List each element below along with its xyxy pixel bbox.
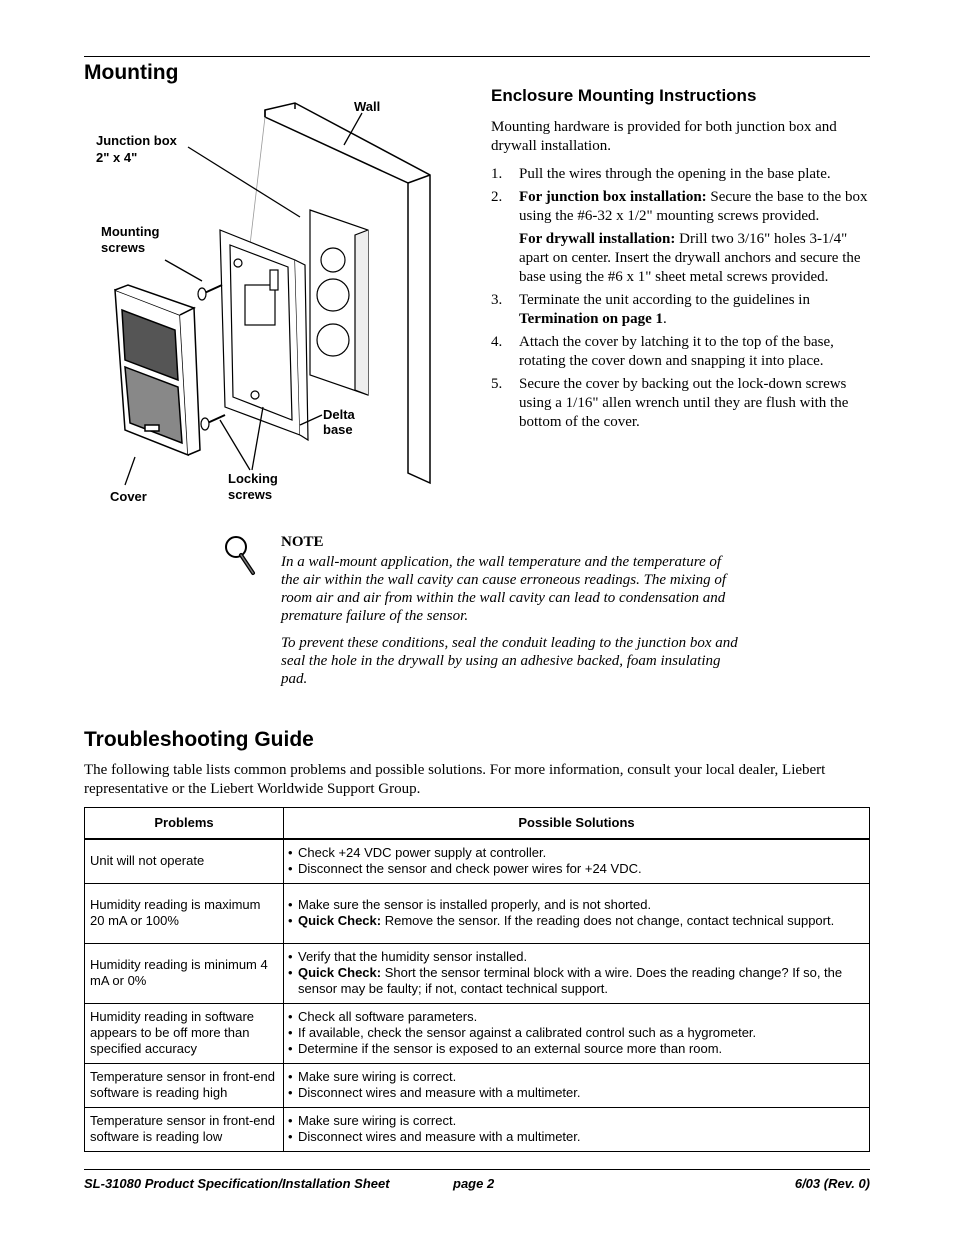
step-body-end: .: [663, 311, 667, 327]
table-row: [85, 1063, 870, 1107]
label-mounting-screws-2: screws: [101, 240, 146, 255]
table-row: [85, 1003, 870, 1063]
step-text: Pull the wires through the opening in the base plate.: [519, 166, 831, 182]
label-junction-box-size: 2" x 4": [96, 150, 138, 165]
solutions-cell: [284, 1107, 870, 1151]
magnifying-glass-icon: [222, 535, 258, 577]
problem-cell: Humidity reading in software appears to be off more than specified accuracy: [85, 1003, 284, 1063]
table-header-row: [85, 808, 870, 840]
solution-item: [288, 1085, 861, 1101]
solution-item: [288, 965, 861, 997]
solution-text: Make sure wiring is correct.: [298, 1113, 457, 1128]
problem-cell: Humidity reading is maximum 20 mA or 100%: [85, 883, 284, 943]
label-locking-screws: Locking: [228, 471, 278, 486]
solution-item: [288, 1069, 861, 1085]
column-header-problems: Problems: [85, 808, 284, 840]
solution-text: Make sure wiring is correct.: [298, 1069, 457, 1084]
footer-document-title: SL-31080 Product Specification/Installation Sheet: [84, 1176, 390, 1191]
solution-text: Check +24 VDC power supply at controller.: [298, 845, 547, 861]
troubleshooting-heading: Troubleshooting Guide: [84, 728, 314, 751]
solution-text: If available, check the sensor against a calibrated control such as a hygrometer.: [298, 1025, 757, 1040]
cover-illustration: [115, 285, 200, 455]
solutions-cell: [284, 1003, 870, 1063]
problem-cell: Temperature sensor in front-end software is reading high: [85, 1063, 284, 1107]
step-item: [491, 375, 871, 432]
solution-item: [288, 1025, 861, 1041]
mounting-screw-top: [198, 285, 222, 300]
solution-text: Make sure the sensor is installed properly, and is not shorted.: [298, 897, 652, 912]
step-body: Terminate the unit according to the guidelines in: [519, 292, 810, 308]
termination-reference-link[interactable]: Termination on page 1: [519, 311, 664, 327]
solution-bold-lead: Quick Check:: [298, 965, 382, 980]
label-locking-screws-2: screws: [228, 487, 273, 502]
step-number: 2.: [491, 189, 503, 205]
mounting-diagram: [90, 95, 440, 515]
enclosure-intro: Mounting hardware is provided for both junction box and drywall installation.: [491, 119, 837, 154]
problem-cell: Humidity reading is minimum 4 mA or 0%: [85, 943, 284, 1003]
solution-item: [288, 845, 861, 861]
troubleshooting-intro: The following table lists common problems and possible solutions. For more information, consult your local dealer, Liebert representative or the Liebert Worldwide Support Group.: [84, 762, 826, 797]
solution-text: Disconnect the sensor and check power wires for +24 VDC.: [298, 861, 642, 877]
solution-item: [288, 913, 861, 929]
label-delta-base-2: base: [323, 422, 353, 437]
step-sub-body: Drill two 3/16" holes 3-1/4" apart on center. Insert the drywall anchors and secure the base using the #6 x 1" sheet metal screws provided.: [519, 231, 861, 285]
mounting-heading: Mounting: [84, 61, 179, 84]
solutions-cell: [284, 883, 870, 943]
bottom-rule: [84, 1169, 870, 1170]
table-body: [85, 839, 870, 1151]
top-rule: [84, 56, 870, 57]
step-number: 5.: [491, 376, 503, 392]
step-item: [491, 165, 871, 184]
table-row: [85, 839, 870, 883]
step-number: 4.: [491, 334, 503, 350]
footer-page-number: page 2: [453, 1176, 495, 1191]
solution-item: [288, 1041, 861, 1057]
table-row: [85, 943, 870, 1003]
label-mounting-screws: Mounting: [101, 224, 160, 239]
delta-base-illustration: [220, 230, 308, 440]
solutions-cell: [284, 839, 870, 883]
step-text: Secure the cover by backing out the lock-down screws using a 1/16" allen wrench until they are flush with the bottom of the cover.: [519, 376, 849, 430]
solution-item: [288, 897, 861, 913]
solution-item: [288, 861, 861, 877]
column-header-solutions: Possible Solutions: [284, 808, 870, 840]
step-item: [491, 291, 871, 329]
label-delta-base: Delta: [323, 407, 355, 422]
label-junction-box: Junction box: [96, 133, 177, 148]
solution-text: Verify that the humidity sensor installed.: [298, 949, 528, 964]
step-number: 1.: [491, 166, 503, 182]
solution-item: [288, 1009, 861, 1025]
solution-bold-lead: Quick Check:: [298, 913, 382, 928]
solution-text: Determine if the sensor is exposed to an external source more than room.: [298, 1041, 723, 1056]
table-row: [85, 1107, 870, 1151]
step-bold-lead: For junction box installation:: [519, 189, 707, 205]
note-paragraph: To prevent these conditions, seal the conduit leading to the junction box and seal the hole in the drywall by using an adhesive backed, foam insulating pad.: [281, 635, 738, 687]
solution-text: Disconnect wires and measure with a multimeter.: [298, 1085, 581, 1100]
step-item: [491, 188, 871, 287]
step-text: Attach the cover by latching it to the top of the base, rotating the cover down and snapping it into place.: [519, 334, 834, 369]
solutions-cell: [284, 943, 870, 1003]
solution-item: [288, 949, 861, 965]
solution-item: [288, 1113, 861, 1129]
label-wall: Wall: [354, 99, 381, 114]
note-heading: NOTE: [281, 534, 324, 550]
solution-text: Check all software parameters.: [298, 1009, 478, 1024]
problem-cell: Temperature sensor in front-end software is reading low: [85, 1107, 284, 1151]
table-row: [85, 883, 870, 943]
step-item: [491, 333, 871, 371]
junction-box-illustration: [310, 210, 368, 395]
solution-text: Short the sensor terminal block with a wire. Does the reading change? If so, the sensor may be faulty; if not, contact technical support.: [298, 965, 843, 996]
label-cover: Cover: [110, 489, 147, 504]
footer-revision-date: 6/03 (Rev. 0): [794, 1176, 870, 1191]
note-paragraph: In a wall-mount application, the wall temperature and the temperature of the air within the wall cavity can cause erroneous readings. The mixing of room air and air from within the wall cavity can lead to condensation and premature failure of the sensor.: [281, 554, 727, 624]
step-subtext: [519, 230, 871, 287]
step-number: 3.: [491, 292, 503, 308]
problem-cell: Unit will not operate: [85, 839, 284, 883]
step-body: Secure the base to the box using the #6-32 x 1/2" mounting screws provided.: [519, 189, 868, 224]
step-text: [519, 188, 871, 226]
troubleshooting-table: [84, 807, 870, 1152]
enclosure-instructions-heading: Enclosure Mounting Instructions: [491, 86, 757, 105]
solution-item: [288, 1129, 861, 1145]
note-block: [281, 533, 741, 697]
step-text: [519, 291, 871, 329]
step-sub-bold-lead: For drywall installation:: [519, 231, 676, 247]
solution-text: Disconnect wires and measure with a multimeter.: [298, 1129, 581, 1144]
solutions-cell: [284, 1063, 870, 1107]
enclosure-steps: [491, 165, 871, 436]
solution-text: Remove the sensor. If the reading does not change, contact technical support.: [381, 913, 835, 928]
